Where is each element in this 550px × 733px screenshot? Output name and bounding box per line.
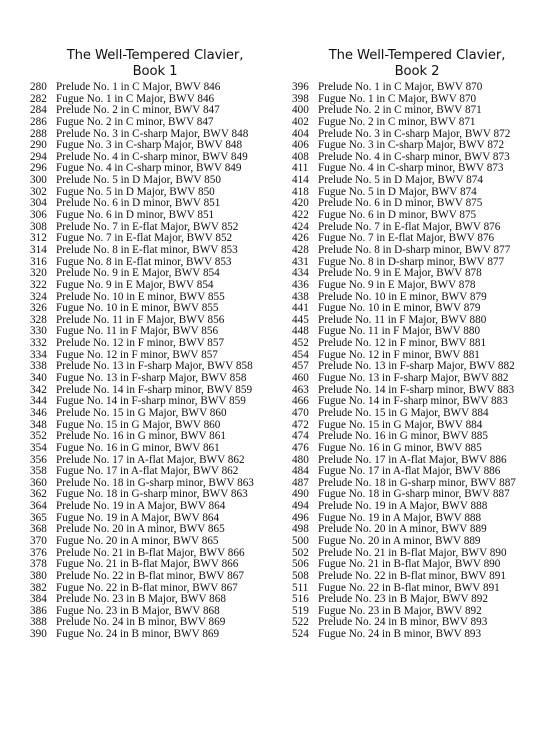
list-item [292,245,542,257]
piece-title: Fugue No. 5 in D Major, BWV 850 [56,185,215,198]
piece-title: Prelude No. 13 in F-sharp Major, BWV 858 [56,360,253,373]
list-item [30,629,280,641]
page-number: 408 [292,150,309,163]
page-number: 386 [30,604,47,617]
piece-title: Prelude No. 9 in E Major, BWV 854 [56,267,220,280]
piece-title: Fugue No. 21 in B-flat Major, BWV 890 [318,558,501,571]
piece-title: Prelude No. 11 in F Major, BWV 880 [318,313,487,326]
page-number: 356 [30,453,47,466]
piece-title: Prelude No. 16 in G minor, BWV 885 [318,430,488,443]
page-number: 282 [30,92,47,105]
piece-title: Prelude No. 17 in A-flat Major, BWV 862 [56,453,245,466]
piece-title: Fugue No. 15 in G Major, BWV 884 [318,418,483,431]
page-number: 296 [30,162,47,175]
page-number: 290 [30,139,47,152]
list-item [30,338,280,350]
page-number: 522 [292,616,309,629]
page-number: 358 [30,465,47,478]
piece-title: Fugue No. 10 in E minor, BWV 879 [318,302,481,315]
page-number: 376 [30,546,47,559]
page-number: 388 [30,616,47,629]
page-number: 320 [30,267,47,280]
list-item [30,501,280,513]
piece-title: Fugue No. 22 in B-flat minor, BWV 891 [318,581,500,594]
page-number: 382 [30,581,47,594]
piece-title: Prelude No. 11 in F Major, BWV 856 [56,313,225,326]
piece-title: Prelude No. 20 in A minor, BWV 889 [318,523,487,536]
piece-title: Prelude No. 19 in A Major, BWV 888 [318,500,488,513]
piece-title: Prelude No. 7 in E-flat Major, BWV 852 [56,220,239,233]
page-number: 316 [30,255,47,268]
page-number: 370 [30,534,47,547]
list-item [292,338,542,350]
page-number: 352 [30,430,47,443]
piece-title: Fugue No. 24 in B minor, BWV 869 [56,628,220,641]
page-number: 380 [30,569,47,582]
piece-title: Fugue No. 1 in C Major, BWV 870 [318,92,477,105]
list-item [30,245,280,257]
piece-title: Prelude No. 2 in C minor, BWV 871 [318,104,482,117]
page-number: 460 [292,372,309,385]
page-number: 414 [292,174,309,187]
page-number: 328 [30,313,47,326]
list-item [292,571,542,583]
list-item [30,536,280,548]
piece-title: Fugue No. 3 in C-sharp Major, BWV 872 [318,139,505,152]
book1-column [30,48,280,641]
page-number: 519 [292,604,309,617]
page-number: 322 [30,278,47,291]
page-number: 348 [30,418,47,431]
piece-title: Prelude No. 18 in G-sharp minor, BWV 863 [56,476,254,489]
piece-title: Fugue No. 18 in G-sharp minor, BWV 863 [56,488,248,501]
piece-title: Prelude No. 17 in A-flat Major, BWV 886 [318,453,507,466]
page-number: 487 [292,476,309,489]
page-number: 508 [292,569,309,582]
piece-title: Fugue No. 11 in F Major, BWV 856 [56,325,219,338]
page-number: 342 [30,383,47,396]
piece-title: Prelude No. 16 in G minor, BWV 861 [56,430,226,443]
piece-title: Fugue No. 7 in E-flat Major, BWV 852 [56,232,233,245]
book2-heading-line: The Well-Tempered Clavier, [328,48,506,63]
page-number: 428 [292,243,309,256]
piece-title: Prelude No. 4 in C-sharp minor, BWV 849 [56,150,248,163]
page-number: 304 [30,197,47,210]
piece-title: Prelude No. 1 in C Major, BWV 870 [318,81,483,93]
piece-title: Prelude No. 21 in B-flat Major, BWV 890 [318,546,507,559]
page-number: 484 [292,465,309,478]
piece-title: Fugue No. 6 in D minor, BWV 851 [56,209,215,222]
piece-title: Fugue No. 9 in E Major, BWV 878 [318,278,476,291]
piece-title: Fugue No. 7 in E-flat Major, BWV 876 [318,232,495,245]
page-number: 502 [292,546,309,559]
list-item [292,117,542,129]
page-number: 340 [30,372,47,385]
page-number: 436 [292,278,309,291]
book1-heading-line: Book 1 [132,64,178,79]
list-item [292,280,542,292]
page-number: 480 [292,453,309,466]
page-number: 286 [30,115,47,128]
page-number: 418 [292,185,309,198]
list-item [30,280,280,292]
piece-title: Prelude No. 15 in G Major, BWV 860 [56,406,227,419]
page-number: 400 [292,104,309,117]
piece-title: Fugue No. 24 in B minor, BWV 893 [318,628,482,641]
piece-title: Prelude No. 20 in A minor, BWV 865 [56,523,225,536]
piece-title: Fugue No. 16 in G minor, BWV 885 [318,441,482,454]
piece-title: Fugue No. 23 in B Major, BWV 868 [56,604,220,617]
piece-title: Prelude No. 24 in B minor, BWV 893 [318,616,488,629]
page-number: 438 [292,290,309,303]
page-number: 362 [30,488,47,501]
piece-title: Fugue No. 1 in C Major, BWV 846 [56,92,215,105]
page-number: 312 [30,232,47,245]
piece-title: Fugue No. 14 in F-sharp minor, BWV 859 [56,395,246,408]
piece-title: Fugue No. 2 in C minor, BWV 847 [56,115,214,128]
page-number: 314 [30,243,47,256]
piece-title: Fugue No. 17 in A-flat Major, BWV 862 [56,465,239,478]
piece-title: Fugue No. 20 in A minor, BWV 865 [56,534,219,547]
page-number: 308 [30,220,47,233]
page-number: 454 [292,348,309,361]
book1-heading [30,48,280,82]
book1-list [30,82,280,641]
piece-title: Prelude No. 14 in F-sharp minor, BWV 883 [318,383,515,396]
page-number: 306 [30,209,47,222]
page-number: 500 [292,534,309,547]
piece-title: Fugue No. 19 in A Major, BWV 864 [56,511,220,524]
piece-title: Prelude No. 8 in E-flat minor, BWV 853 [56,243,238,256]
list-item [292,408,542,420]
page-number: 302 [30,185,47,198]
page-number: 378 [30,558,47,571]
page-number: 524 [292,628,309,641]
page-number: 368 [30,523,47,536]
page-number: 300 [30,174,47,187]
piece-title: Prelude No. 5 in D Major, BWV 874 [318,174,483,187]
piece-title: Prelude No. 1 in C Major, BWV 846 [56,81,221,93]
piece-title: Fugue No. 13 in F-sharp Major, BWV 882 [318,372,509,385]
book2-heading-line: Book 2 [394,64,440,79]
piece-title: Prelude No. 6 in D minor, BWV 851 [56,197,221,210]
list-item [292,501,542,513]
page-number: 332 [30,337,47,350]
piece-title: Fugue No. 12 in F minor, BWV 857 [56,348,218,361]
list-item [292,443,542,455]
piece-title: Prelude No. 15 in G Major, BWV 884 [318,406,489,419]
piece-title: Prelude No. 22 in B-flat minor, BWV 867 [56,569,244,582]
list-item [30,571,280,583]
piece-title: Prelude No. 10 in E minor, BWV 879 [318,290,487,303]
page-number: 346 [30,406,47,419]
list-item [292,373,542,385]
page-number: 476 [292,441,309,454]
book1-heading-line: The Well-Tempered Clavier, [66,48,244,63]
piece-title: Fugue No. 20 in A minor, BWV 889 [318,534,481,547]
page-number: 431 [292,255,309,268]
piece-title: Prelude No. 12 in F minor, BWV 857 [56,337,225,350]
page-number: 496 [292,511,309,524]
piece-title: Prelude No. 18 in G-sharp minor, BWV 887 [318,476,516,489]
page-number: 448 [292,325,309,338]
piece-title: Fugue No. 11 in F Major, BWV 880 [318,325,481,338]
list-item [292,629,542,641]
list-item [30,443,280,455]
list-item [292,82,542,94]
piece-title: Fugue No. 17 in A-flat Major, BWV 886 [318,465,501,478]
piece-title: Prelude No. 9 in E Major, BWV 878 [318,267,482,280]
piece-title: Fugue No. 16 in G minor, BWV 861 [56,441,220,454]
page-number: 452 [292,337,309,350]
page-number: 463 [292,383,309,396]
page-number: 326 [30,302,47,315]
page-number: 411 [292,162,309,175]
page-number: 494 [292,500,309,513]
piece-title: Prelude No. 6 in D minor, BWV 875 [318,197,483,210]
piece-title: Fugue No. 8 in E-flat minor, BWV 853 [56,255,232,268]
piece-title: Prelude No. 5 in D Major, BWV 850 [56,174,221,187]
piece-title: Prelude No. 23 in B Major, BWV 892 [318,593,488,606]
page-number: 280 [30,81,47,93]
piece-title: Prelude No. 3 in C-sharp Major, BWV 872 [318,127,511,140]
page-number: 474 [292,430,309,443]
page-number: 354 [30,441,47,454]
page-number: 334 [30,348,47,361]
piece-title: Prelude No. 24 in B minor, BWV 869 [56,616,226,629]
book2-heading [292,48,542,82]
piece-title: Fugue No. 13 in F-sharp Major, BWV 858 [56,372,247,385]
piece-title: Fugue No. 3 in C-sharp Major, BWV 848 [56,139,243,152]
piece-title: Fugue No. 15 in G Major, BWV 860 [56,418,221,431]
piece-title: Fugue No. 6 in D minor, BWV 875 [318,209,477,222]
list-item [30,373,280,385]
book2-list [292,82,542,641]
page-number: 434 [292,267,309,280]
piece-title: Fugue No. 10 in E minor, BWV 855 [56,302,219,315]
piece-title: Prelude No. 10 in E minor, BWV 855 [56,290,225,303]
piece-title: Fugue No. 18 in G-sharp minor, BWV 887 [318,488,510,501]
list-item [292,210,542,222]
page-number: 470 [292,406,309,419]
page-number: 294 [30,150,47,163]
piece-title: Prelude No. 8 in D-sharp minor, BWV 877 [318,243,511,256]
piece-title: Fugue No. 8 in D-sharp minor, BWV 877 [318,255,505,268]
page-number: 406 [292,139,309,152]
list-item [30,210,280,222]
piece-title: Prelude No. 23 in B Major, BWV 868 [56,593,226,606]
page-number: 445 [292,313,309,326]
piece-title: Prelude No. 13 in F-sharp Major, BWV 882 [318,360,515,373]
book2-column [292,48,542,641]
page-number: 424 [292,220,309,233]
page-number: 344 [30,395,47,408]
page-number: 338 [30,360,47,373]
page-number: 506 [292,558,309,571]
piece-title: Fugue No. 4 in C-sharp minor, BWV 849 [56,162,242,175]
piece-title: Fugue No. 14 in F-sharp minor, BWV 883 [318,395,508,408]
piece-title: Prelude No. 7 in E-flat Major, BWV 876 [318,220,501,233]
piece-title: Prelude No. 2 in C minor, BWV 847 [56,104,220,117]
page-number: 365 [30,511,47,524]
piece-title: Fugue No. 21 in B-flat Major, BWV 866 [56,558,239,571]
page-number: 420 [292,197,309,210]
piece-title: Prelude No. 14 in F-sharp minor, BWV 859 [56,383,253,396]
piece-title: Fugue No. 4 in C-sharp minor, BWV 873 [318,162,504,175]
piece-title: Prelude No. 21 in B-flat Major, BWV 866 [56,546,245,559]
piece-title: Fugue No. 2 in C minor, BWV 871 [318,115,476,128]
page-number: 384 [30,593,47,606]
page-number: 390 [30,628,47,641]
list-item [30,408,280,420]
page-number: 404 [292,127,309,140]
page-number: 457 [292,360,309,373]
piece-title: Prelude No. 19 in A Major, BWV 864 [56,500,226,513]
page-number: 466 [292,395,309,408]
piece-title: Fugue No. 23 in B Major, BWV 892 [318,604,482,617]
piece-title: Fugue No. 22 in B-flat minor, BWV 867 [56,581,238,594]
piece-title: Prelude No. 4 in C-sharp minor, BWV 873 [318,150,510,163]
piece-title: Prelude No. 22 in B-flat minor, BWV 891 [318,569,506,582]
page-number: 516 [292,593,309,606]
page-number: 324 [30,290,47,303]
list-item [292,536,542,548]
page-number: 441 [292,302,309,315]
page-number: 490 [292,488,309,501]
page-number: 472 [292,418,309,431]
piece-title: Fugue No. 9 in E Major, BWV 854 [56,278,214,291]
page-number: 360 [30,476,47,489]
list-item [30,82,280,94]
page-number: 364 [30,500,47,513]
page-number: 422 [292,209,309,222]
page-number: 426 [292,232,309,245]
page-number: 284 [30,104,47,117]
list-item [30,117,280,129]
piece-title: Fugue No. 12 in F minor, BWV 881 [318,348,480,361]
page-number: 511 [292,581,309,594]
page-number: 288 [30,127,47,140]
page-number: 330 [30,325,47,338]
page-number: 398 [292,92,309,105]
piece-title: Fugue No. 5 in D Major, BWV 874 [318,185,477,198]
page-number: 498 [292,523,309,536]
piece-title: Prelude No. 12 in F minor, BWV 881 [318,337,487,350]
piece-title: Fugue No. 19 in A Major, BWV 888 [318,511,482,524]
piece-title: Prelude No. 3 in C-sharp Major, BWV 848 [56,127,249,140]
page-number: 396 [292,81,309,93]
page-number: 402 [292,115,309,128]
